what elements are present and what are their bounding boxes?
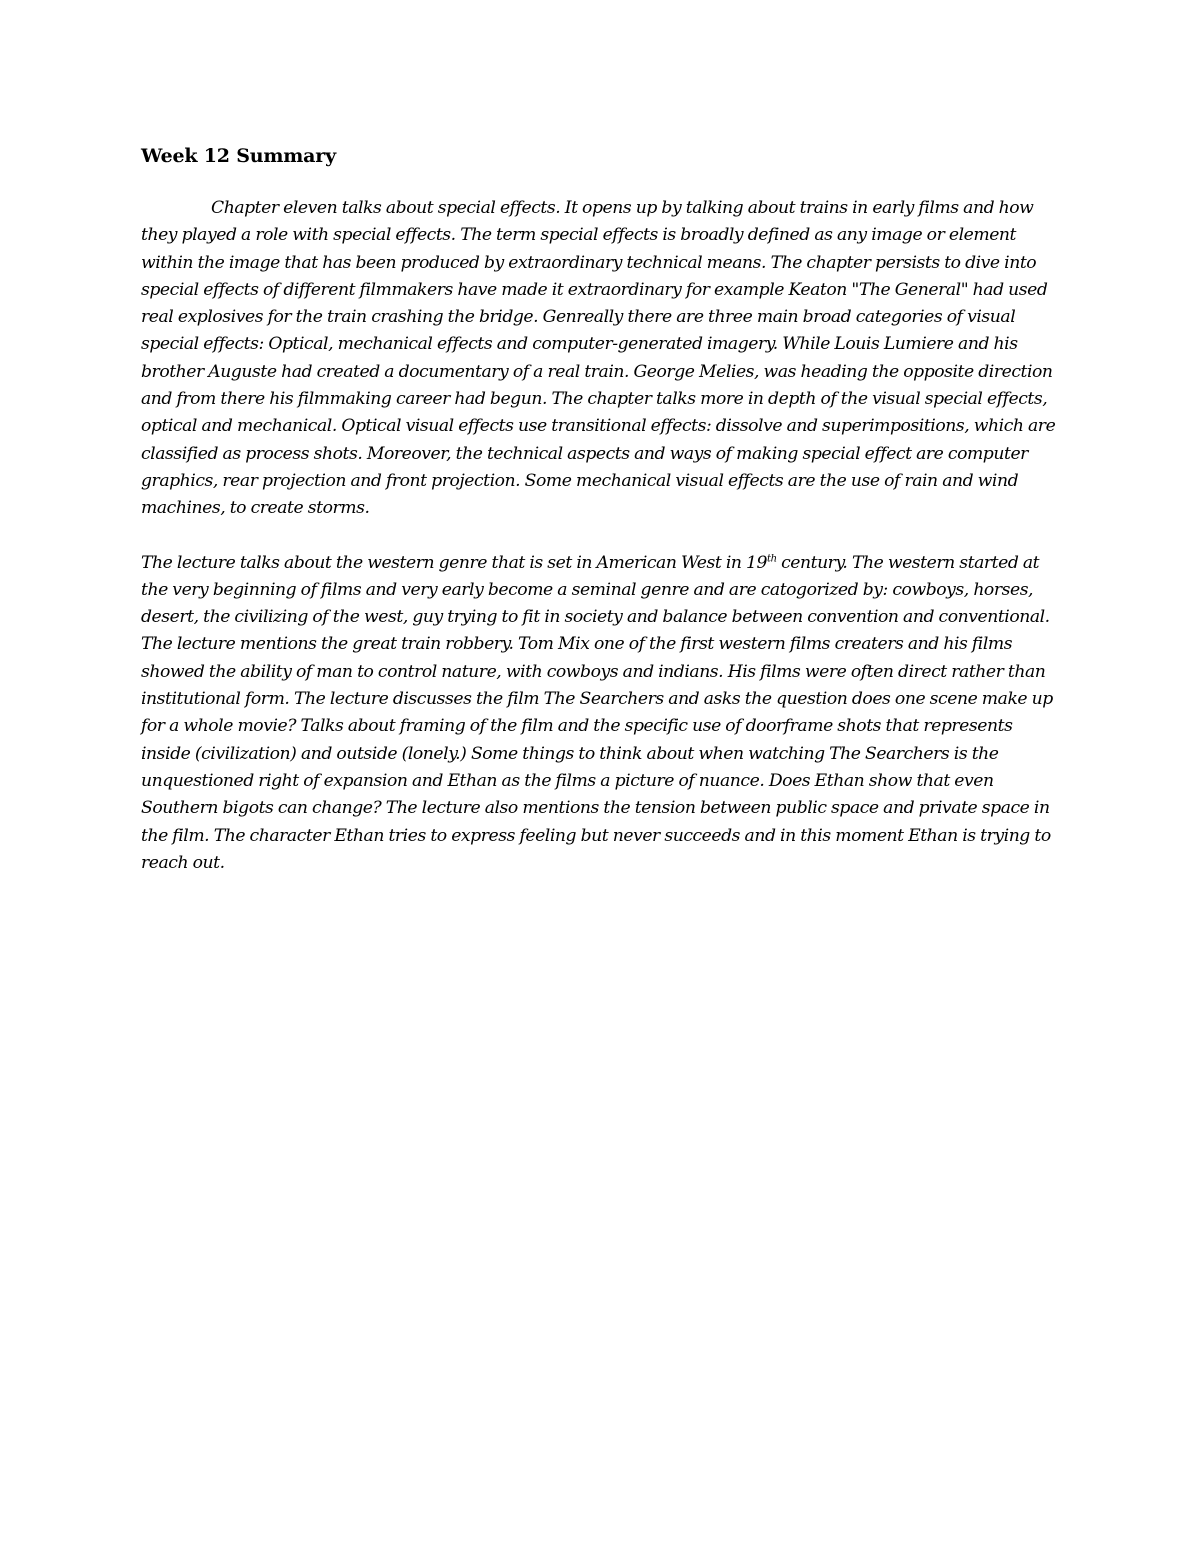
document-body: [141, 140, 1063, 877]
paragraph-lecture-western: [141, 550, 1063, 878]
paragraph-chapter-eleven: Chapter eleven talks about special effects. It opens up by talking about trains in early films and how they played a role with special effects. The term special effects is broadly defined as any image or element within the image that has been produced by extraordinary technical means. The chapter persists to dive into special effects of different filmmakers have made it extraordinary for example Keaton "The General" had used real explosives for the train crashing the bridge. Genreally there are three main broad categories of visual special effects: Optical, mechanical effects and computer-generated imagery. While Louis Lumiere and his brother Auguste had created a documentary of a real train. George Melies, was heading the opposite direction and from there his filmmaking career had begun. The chapter talks more in depth of the visual special effects, optical and mechanical. Optical visual effects use transitional effects: dissolve and superimpositions, which are classified as process shots. Moreover, the technical aspects and ways of making special effect are computer graphics, rear projection and front projection. Some mechanical visual effects are the use of rain and wind machines, to create storms.: [141, 198, 1056, 519]
ordinal-suffix: th: [767, 552, 777, 564]
paragraph-spacer: [141, 523, 1063, 550]
paragraph-lecture-text-start: The lecture talks about the western genre that is set in American West in 19: [141, 552, 768, 573]
document-title: Week 12 Summary: [141, 145, 336, 167]
paragraph-lecture-text-end: century. The western started at the very beginning of films and very early become a seminal genre and are catogorized by: cowboys, horses, desert, the civilizing of the west, guy trying to fit in society and balance between convention and conventional. The lecture mentions the great train robbery. Tom Mix one of the first western films creaters and his films showed the ability of man to control nature, with cowboys and indians. His films were often direct rather than institutional form. The lecture discusses the film The Searchers and asks the question does one scene make up for a whole movie? Talks about framing of the film and the specific use of doorframe shots that represents inside (civilization) and outside (lonely.) Some things to think about when watching The Searchers is the unquestioned right of expansion and Ethan as the films a picture of nuance. Does Ethan show that even Southern bigots can change? The lecture also mentions the tension between public space and private space in the film. The character Ethan tries to express feeling but never succeeds and in this moment Ethan is trying to reach out.: [141, 552, 1053, 873]
